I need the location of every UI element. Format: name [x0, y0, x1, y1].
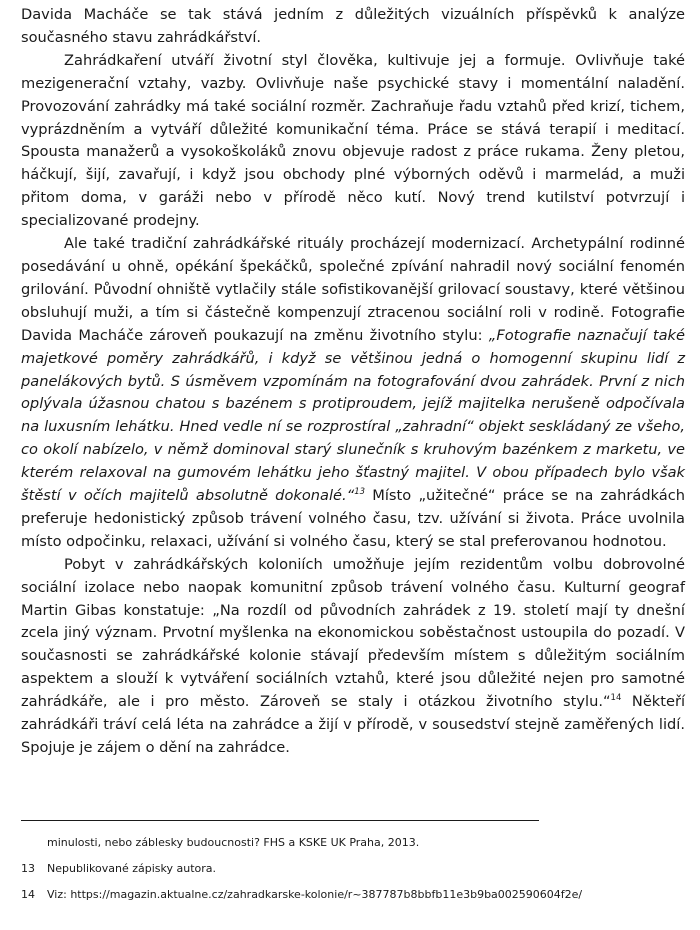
footnote-separator — [21, 820, 539, 821]
footnote-number: 14 — [21, 888, 35, 901]
paragraph-text: Místo „užitečné“ práce se na zahrádkách preferuje hedonistický způsob trávení volného času, tzv. užívání si života. Práce uvolnila místo odpočinku, relaxaci, užívání si volného času, který se stal preferovanou hodnotou. — [21, 487, 685, 550]
footnote-continuation — [21, 836, 681, 850]
main-text — [21, 4, 685, 760]
footnote-reference[interactable]: 13 — [354, 487, 366, 498]
paragraph — [21, 554, 685, 760]
footnote-text: minulosti, nebo záblesky budoucnosti? FHS a KSKE UK Praha, 2013. — [47, 836, 420, 849]
footnotes — [21, 836, 681, 902]
paragraph-text: Někteří zahrádkáři tráví celá léta na zahrádce a žijí v přírodě, v sousedství stejně zaměřených lidí. Spojuje je zájem o dění na zahrádce. — [21, 693, 686, 756]
paragraph: Davida Macháče se tak stává jedním z důležitých vizuálních příspěvků k analýze současného stavu zahrádkářství. — [21, 6, 685, 46]
footnote — [21, 862, 681, 876]
paragraph-text: Ale také tradiční zahrádkářské rituály procházejí modernizací. Archetypální rodinné posedávání u ohně, opékání špekáčků, společné zpívání nahradil nový sociální fenomén grilování. Původní ohniště vytlačily stále sofistikovanější grilovací soustavy, které většinou obsluhují muži, a tím si částečně kompenzují ztracenou sociální roli v rodině. Fotografie Davida Macháče zároveň poukazují na změnu životního stylu: — [21, 235, 685, 344]
footnote — [21, 888, 681, 902]
paragraph: Zahrádkaření utváří životní styl člověka, kultivuje jej a formuje. Ovlivňuje také mezigenerační vztahy, vazby. Ovlivňuje naše psychické stavy i momentální naladění. Provozování zahrádky má také sociální rozměr. Zachraňuje řadu vztahů před krizí, tichem, vyprázdněním a vytváří důležité komunikační téma. Práce se stává terapií i meditací. Spousta manažerů a vysokoškoláků znovu objevuje radost z práce rukama. Ženy pletou, háčkují, šijí, zavařují, i když jsou obchody plné výborných oděvů i marmelád, a muži přitom doma, v garáži nebo v přírodě něco kutí. Nový trend kutilství potvrzují i specializované prodejny. — [21, 51, 685, 230]
paragraph-text: Pobyt v zahrádkářských koloniích umožňuje jejím rezidentům volbu dobrovolné sociální izolace nebo naopak komunitní způsob trávení volného času. Kulturní geograf Martin Gibas konstatuje: „Na rozdíl od původních zahrádek z 19. století mají ty dnešní zcela jiný význam. Prvotní myšlenka na ekonomickou soběstačnost ustoupila do pozadí. V současnosti se zahrádkářské kolonie stávají především místem s důležitým sociálním aspektem a slouží k vytváření sociálních vztahů, které jsou důležité nejen pro samotné zahrádkáře, ale i pro město. Zároveň se staly i otázkou životního stylu.“ — [21, 555, 685, 711]
italic-quote: „Fotografie naznačují také majetkové poměry zahrádkářů, i když se většinou jedná o homogenní skupinu lidí z panelákových bytů. S úsměvem vzpomínám na fotografování dvou zahrádek. První z nich oplývala úžasnou chatou s bazénem s protiproudem, jejíž majitelka nerušeně odpočívala na luxusním lehátku. Hned vedle ní se rozprostíral „zahradní“ objekt seskládaný ze všeho, co okolí nabízelo, v němž dominoval starý slunečník s kruhovým bazénkem z marketu, ve kterém relaxoval na gumovém lehátku jeho šťastný majitel. V obou případech bylo však štěstí v očích majitelů absolutně dokonalé.“ — [21, 326, 685, 505]
footnote-link[interactable]: Viz: https://magazin.aktualne.cz/zahradkarske-kolonie/r~387787b8bbfb11e3b9ba002590604f2e/ — [47, 888, 583, 901]
footnote-number: 13 — [21, 862, 35, 875]
footnote-reference[interactable]: 14 — [610, 693, 622, 704]
paragraph — [21, 233, 685, 554]
footnote-text: Nepublikované zápisky autora. — [47, 862, 217, 875]
